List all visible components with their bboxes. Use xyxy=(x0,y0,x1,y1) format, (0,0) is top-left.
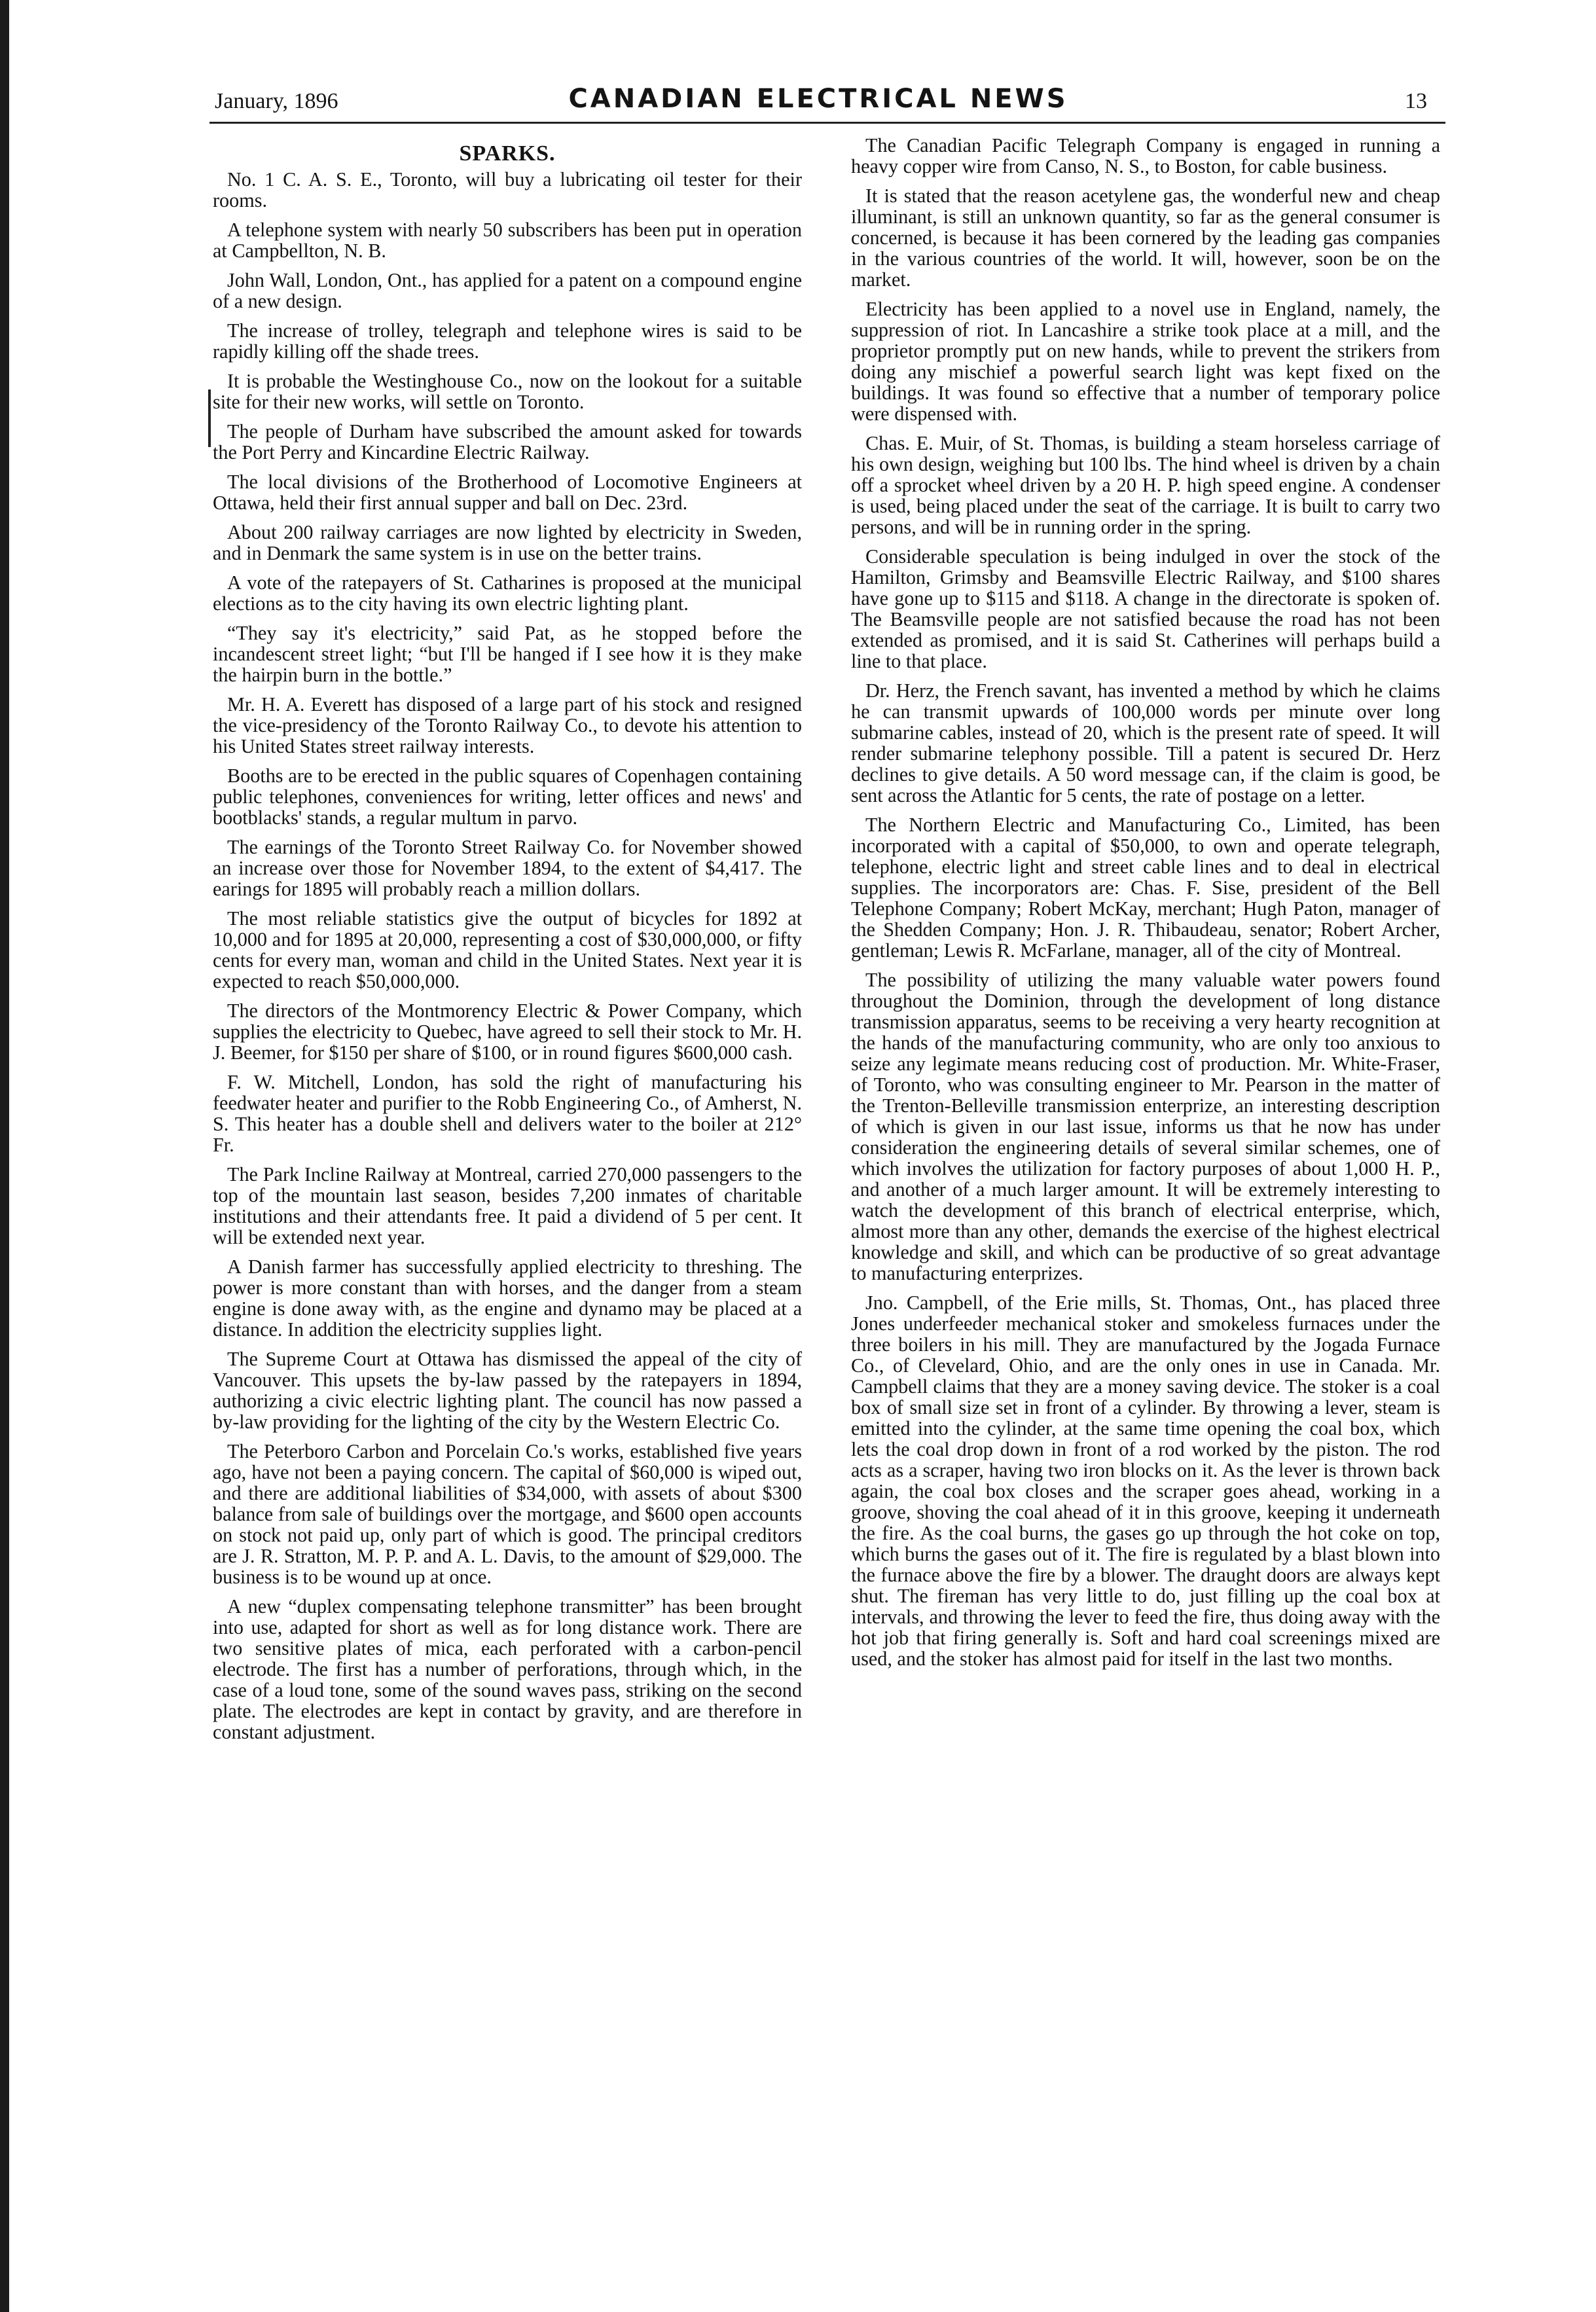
news-item: A new “duplex compensating telephone transmitter” has been brought into use, adapted for short as well as for long distance work. There are two sensitive plates of mica, each perforated with a carbon-pencil electrode. The first has a number of perforations, through which, in the case of a loud tone, some of the sound waves pass, striking on the second plate. The electrodes are kept in contact by gravity, and are therefore in constant adjustment. xyxy=(213,1595,802,1743)
news-item: A vote of the ratepayers of St. Catharines is proposed at the municipal elections as to the city having its own electric lighting plant. xyxy=(213,571,802,615)
news-item: Chas. E. Muir, of St. Thomas, is building a steam horseless carriage of his own design, weighing but 100 lbs. The hind wheel is driven by a chain off a sprocket wheel driven by a 20 H. P. high speed engine. A condenser is used, being placed under the seat of the carriage. It is built to carry two persons, and will be in running order in the spring. xyxy=(851,432,1440,538)
news-item: The possibility of utilizing the many valuable water powers found throughout the Dominion, through the development of long distance transmission apparatus, seems to be receiving a very hearty recognition at the hands of the manufacturing community, who are only too anxious to seize any legimate means reducing cost of production. Mr. White-Fraser, of Toronto, who was consulting engineer to Mr. Pearson in the matter of the Trenton-Belleville transmission enterprize, an interesting description of which is given in our last issue, informs us that he now has under consideration the engineering details of several similar schemes, one of which involves the utilization for factory purposes of about 1,000 H. P., and another of a much larger amount. It will be extremely interesting to watch the development of this branch of electrical enterprise, which, almost more than any other, demands the exercise of the highest electrical knowledge and skill, and which can be productive of so great advantage to manufacturing enterprizes. xyxy=(851,969,1440,1284)
header-rule xyxy=(209,122,1445,124)
news-item: The most reliable statistics give the output of bicycles for 1892 at 10,000 and for 1895 at 20,000, representing a cost of $30,000,000, or fifty cents for every man, woman and child in the United States. Next year it is expected to reach $50,000,000. xyxy=(213,907,802,992)
news-item: Mr. H. A. Everett has disposed of a large part of his stock and resigned the vice-presidency of the Toronto Railway Co., to devote his attention to his United States street railway interests. xyxy=(213,693,802,757)
news-item: The people of Durham have subscribed the amount asked for towards the Port Perry and Kincardine Electric Railway. xyxy=(213,420,802,463)
page-header xyxy=(196,84,1427,118)
issue-date: January, 1896 xyxy=(215,89,338,113)
right-column xyxy=(851,135,1440,2295)
section-title: SPARKS. xyxy=(459,141,556,166)
news-item: The earnings of the Toronto Street Railway Co. for November showed an increase over those for November 1894, to the extent of $4,417. The earings for 1895 will probably reach a million dollars. xyxy=(213,836,802,900)
publication-title: CANADIAN ELECTRICAL NEWS xyxy=(568,84,1068,114)
news-item: The increase of trolley, telegraph and telephone wires is said to be rapidly killing off the shade trees. xyxy=(213,319,802,363)
news-item: The Peterboro Carbon and Porcelain Co.'s works, established five years ago, have not been a paying concern. The capital of $60,000 is wiped out, and there are additional liabilities of $34,000, with assets of about $300 balance from sale of buildings over the mortgage, and $600 open accounts on stock not paid up, only part of which is good. The principal creditors are J. R. Stratton, M. P. P. and A. L. Davis, to the amount of $29,000. The business is to be wound up at once. xyxy=(213,1440,802,1588)
news-item: No. 1 C. A. S. E., Toronto, will buy a lubricating oil tester for their rooms. xyxy=(213,168,802,211)
news-item: About 200 railway carriages are now lighted by electricity in Sweden, and in Denmark the same system is in use on the better trains. xyxy=(213,521,802,564)
news-item: Dr. Herz, the French savant, has invented a method by which he claims he can transmit upwards of 100,000 words per minute over long submarine cables, instead of 20, which is the present rate of speed. It will render submarine telephony possible. Till a patent is secured Dr. Herz declines to give details. A 50 word message can, if the claim is good, be sent across the Atlantic for 5 cents, the rate of postage on a letter. xyxy=(851,679,1440,806)
news-item: It is probable the Westinghouse Co., now on the lookout for a suitable site for their new works, will settle on Toronto. xyxy=(213,370,802,413)
news-item: The Supreme Court at Ottawa has dismissed the appeal of the city of Vancouver. This upsets the by-law passed by the ratepayers in 1894, authorizing a civic electric lighting plant. The council has now passed a by-law providing for the lighting of the city by the Western Electric Co. xyxy=(213,1348,802,1433)
news-item: It is stated that the reason acetylene gas, the wonderful new and cheap illuminant, is still an unknown quantity, so far as the general consumer is concerned, is because it has been cornered by the leading gas companies in the various countries of the world. It will, however, soon be on the market. xyxy=(851,185,1440,291)
news-item: The local divisions of the Brotherhood of Locomotive Engineers at Ottawa, held their first annual supper and ball on Dec. 23rd. xyxy=(213,471,802,514)
news-item: A telephone system with nearly 50 subscribers has been put in operation at Campbellton, N. B. xyxy=(213,219,802,262)
left-column xyxy=(213,135,802,2295)
page-edge-shadow xyxy=(0,0,9,2312)
news-item: Electricity has been applied to a novel use in England, namely, the suppression of riot. In Lancashire a strike took place at a mill, and the proprietor promptly put on new hands, while to prevent the strikers from doing any mischief a powerful search light was kept fixed on the buildings. It was found so effective that a number of temporary police were dispensed with. xyxy=(851,298,1440,425)
news-item: “They say it's electricity,” said Pat, as he stopped before the incandescent street light; “but I'll be hanged if I see how it is they make the hairpin burn in the bottle.” xyxy=(213,622,802,686)
margin-mark xyxy=(208,389,211,447)
news-item: Booths are to be erected in the public squares of Copenhagen containing public telephones, conveniences for writing, letter offices and news' and bootblacks' stands, a regular multum in parvo. xyxy=(213,765,802,829)
news-item: F. W. Mitchell, London, has sold the right of manufacturing his feedwater heater and purifier to the Robb Engineering Co., of Amherst, N. S. This heater has a double shell and delivers water to the boiler at 212° Fr. xyxy=(213,1071,802,1156)
news-item: Considerable speculation is being indulged in over the stock of the Hamilton, Grimsby and Beamsville Electric Railway, and $100 shares have gone up to $115 and $118. A change in the directorate is spoken of. The Beamsville people are not satisfied because the road has not been extended as promised, and it is said St. Catherines will perhaps build a line to that place. xyxy=(851,545,1440,672)
page-number: 13 xyxy=(1405,89,1427,113)
news-item: John Wall, London, Ont., has applied for a patent on a compound engine of a new design. xyxy=(213,269,802,312)
news-item: The Northern Electric and Manufacturing Co., Limited, has been incorporated with a capital of $50,000, to own and operate telegraph, telephone, electric light and street cable lines and to deal in electrical supplies. The incorporators are: Chas. F. Sise, president of the Bell Telephone Company; Robert McKay, merchant; Hugh Paton, manager of the Shedden Company; Hon. J. R. Thibaudeau, senator; Robert Archer, gentleman; Lewis R. McFarlane, manager, all of the city of Montreal. xyxy=(851,814,1440,962)
news-item: The Park Incline Railway at Montreal, carried 270,000 passengers to the top of the mountain last season, besides 7,200 inmates of charitable institutions and their attendants free. It paid a dividend of 5 per cent. It will be extended next year. xyxy=(213,1163,802,1248)
news-item: The Canadian Pacific Telegraph Company is engaged in running a heavy copper wire from Canso, N. S., to Boston, for cable business. xyxy=(851,135,1440,177)
news-item: A Danish farmer has successfully applied electricity to threshing. The power is more constant than with horses, and the danger from a steam engine is done away with, as the engine and dynamo may be placed at a distance. In addition the electricity supplies light. xyxy=(213,1255,802,1341)
news-item: Jno. Campbell, of the Erie mills, St. Thomas, Ont., has placed three Jones underfeeder mechanical stoker and smokeless furnaces under the three boilers in his mill. They are manufactured by the Jogada Furnace Co., of Clevelard, Ohio, and are the only ones in use in Canada. Mr. Campbell claims that they are a money saving device. The stoker is a coal box of small size set in front of a cylinder. By throwing a lever, steam is emitted into the cylinder, at the same time opening the coal box, which lets the coal drop down in front of a rod worked by the piston. The rod acts as a scraper, having two iron blocks on it. As the lever is thrown back again, the coal box closes and the scraper goes ahead, working in a groove, shoving the coal ahead of it in this groove, keeping it underneath the fire. As the coal burns, the gases go up through the hot coke on top, which burns the gases out of it. The fire is regulated by a blast blown into the furnace above the fire by a blower. The draught doors are always kept shut. The fireman has very little to do, just filling up the coal box at intervals, and throwing the lever to feed the fire, thus doing away with the hot job that firing generally is. Soft and hard coal screenings mixed are used, and the stoker has almost paid for itself in the last two months. xyxy=(851,1291,1440,1670)
news-item: The directors of the Montmorency Electric & Power Company, which supplies the electricity to Quebec, have agreed to sell their stock to Mr. H. J. Beemer, for $150 per share of $100, or in round figures $600,000 cash. xyxy=(213,1000,802,1064)
